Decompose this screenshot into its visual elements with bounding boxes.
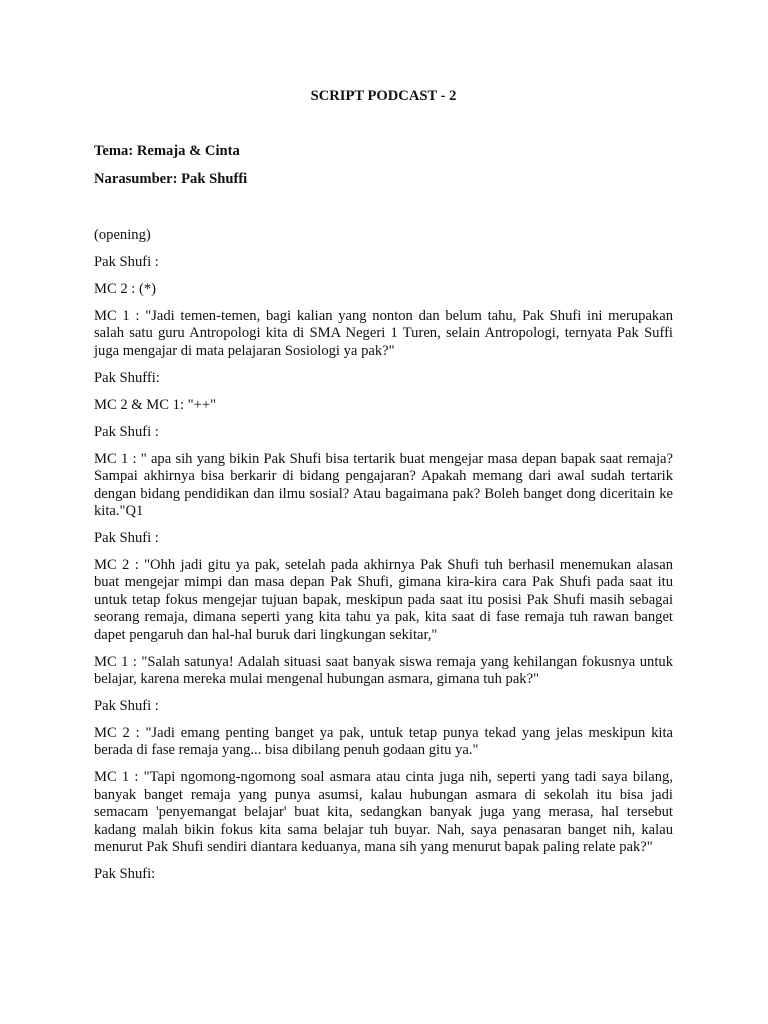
script-paragraph: Pak Shufi: [94,866,156,883]
script-paragraph: MC 1 : "Tapi ngomong-ngomong soal asmara atau cinta juga nih, seperti yang tadi saya bilang, banyak banget remaja yang punya asumsi, kalau hubungan asmara di sekolah itu bisa jadi semacam 'penyemangat belajar' buat kita, sedangkan banyak juga yang merasa, hal tersebut kadang malah bikin fokus kita sama belajar tuh buyar. Nah, saya penasaran banget nih, kalau menurut Pak Shufi sendiri diantara keduanya, mana sih yang menurut bapak paling relate pak?" [94,769,673,856]
theme-line: Tema: Remaja & Cinta [94,143,240,159]
script-paragraph: MC 1 : "Salah satunya! Adalah situasi saat banyak siswa remaja yang kehilangan fokusnya untuk belajar, karena mereka mulai mengenal hubungan asmara, gimana tuh pak?" [94,653,673,688]
document-page [94,0,673,1024]
script-body [94,227,673,893]
script-paragraph: Pak Shufi : [94,530,159,547]
script-paragraph: (opening) [94,227,151,243]
script-paragraph: Pak Shufi : [94,423,159,440]
speaker-line: Narasumber: Pak Shuffi [94,171,248,187]
page-title: SCRIPT PODCAST - 2 [310,88,457,104]
script-paragraph: Pak Shuffi: [94,369,160,386]
script-paragraph: MC 2 : (*) [94,281,157,297]
script-paragraph: MC 2 : "Ohh jadi gitu ya pak, setelah pada akhirnya Pak Shufi tuh berhasil menemukan alasan buat mengejar mimpi dan masa depan Pak Shufi, gimana kira-kira cara Pak Shufi pada saat itu untuk tetap fokus mengejar tujuan bapak, meskipun pada saat itu posisi Pak Shufi masih sebagai seorang remaja, dimana seperti yang kita tahu ya pak, kita saat di fase remaja tuh rawan banget dapet pengaruh dan hal-hal buruk dari lingkungan sekitar," [94,557,673,643]
script-paragraph: MC 2 : "Jadi emang penting banget ya pak, untuk tetap punya tekad yang jelas meskipun kita berada di fase remaja yang... bisa dibilang penuh godaan gitu ya." [94,725,673,759]
script-paragraph: MC 1 : " apa sih yang bikin Pak Shufi bisa tertarik buat mengejar masa depan bapak saat remaja? Sampai akhirnya bisa berkarir di bidang pengajaran? Apakah memang dari awal sudah tertarik dengan bidang pendidikan dan ilmu sosial? Atau bagaimana pak? Boleh banget dong diceritain ke kita."Q1 [94,450,673,520]
script-paragraph: MC 2 & MC 1: "++" [94,396,217,413]
script-paragraph: MC 1 : "Jadi temen-temen, bagi kalian yang nonton dan belum tahu, Pak Shufi ini merupakan salah satu guru Antropologi kita di SMA Negeri 1 Turen, selain Antropologi, ternyata Pak Suffi juga mengajar di mata pelajaran Sosiologi ya pak?" [94,308,673,359]
script-paragraph: Pak Shufi : [94,254,159,270]
script-paragraph: Pak Shufi : [94,698,159,715]
